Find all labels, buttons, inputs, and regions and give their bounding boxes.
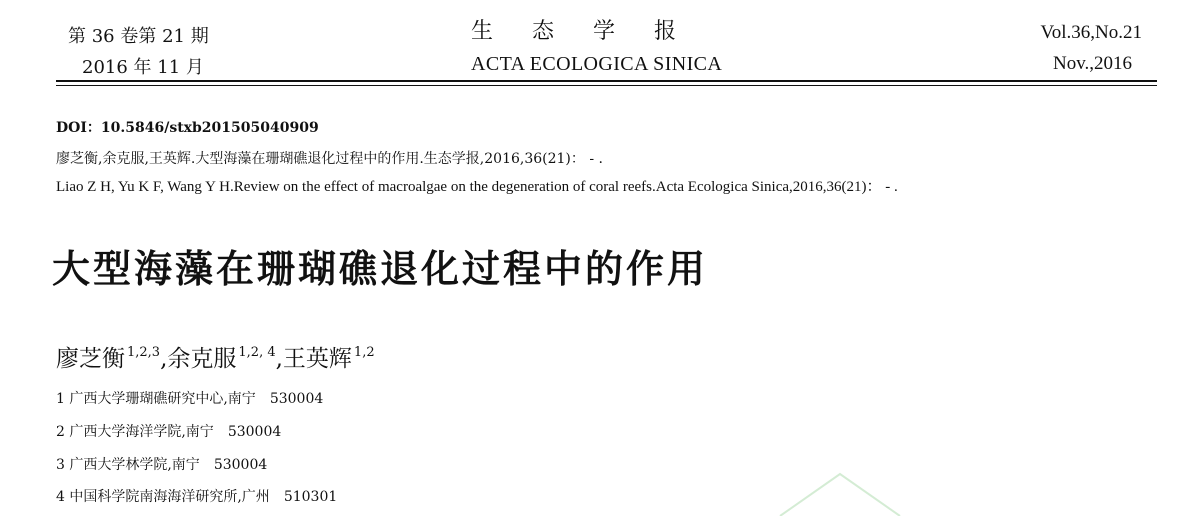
affiliation-postcode: 530004: [269, 391, 324, 407]
affiliation-postcode: 530004: [227, 424, 282, 440]
affiliation-text: 1 广西大学珊瑚礁研究中心,南宁: [56, 391, 256, 407]
author-name: 廖芝衡: [56, 346, 125, 372]
watermark-chevron: [760, 470, 920, 516]
header-rule-thin: [56, 85, 1157, 86]
paper-title: 大型海藻在珊瑚礁退化过程中的作用: [52, 247, 709, 291]
author-affiliation-marks: 1,2, 4: [238, 345, 276, 360]
author-name: 余克服: [167, 346, 237, 372]
date-cn: 2016 年 11 月: [82, 57, 204, 78]
author-separator: ,: [160, 346, 168, 372]
affiliation-postcode: 510301: [283, 489, 338, 505]
affiliation-1: [56, 388, 323, 408]
header-rule-thick: [56, 80, 1157, 82]
date-en: Nov.,2016: [1053, 53, 1132, 74]
author-affiliation-marks: 1,2: [353, 345, 375, 360]
affiliation-text: 3 广西大学林学院,南宁: [56, 457, 200, 473]
author-separator: ,: [275, 346, 283, 372]
journal-title-en: ACTA ECOLOGICA SINICA: [471, 53, 723, 75]
citation-cn: 廖芝衡,余克服,王英辉.大型海藻在珊瑚礁退化过程中的作用.生态学报,2016,36(21)： - .: [56, 151, 603, 167]
volume-issue-cn: 第 36 卷第 21 期: [68, 26, 209, 47]
author-name: 王英辉: [282, 346, 352, 372]
affiliation-2: [56, 421, 281, 441]
citation-en: Liao Z H, Yu K F, Wang Y H.Review on the effect of macroalgae on the degeneration of coral reefs.Acta Ecologica Sinica,2016,36(21)： - .: [56, 179, 898, 195]
author-affiliation-marks: 1,2,3: [127, 345, 161, 360]
volume-issue-en: Vol.36,No.21: [1040, 22, 1142, 43]
affiliation-4: [56, 486, 337, 506]
doi-line[interactable]: DOI：10.5846/stxb201505040909: [56, 120, 319, 136]
author-list: [56, 340, 375, 373]
affiliation-postcode: 530004: [213, 457, 268, 473]
affiliation-3: [56, 454, 267, 474]
journal-title-cn: 生态学报: [471, 19, 716, 44]
affiliation-text: 2 广西大学海洋学院,南宁: [56, 424, 214, 440]
affiliation-text: 4 中国科学院南海海洋研究所,广州: [56, 489, 270, 505]
